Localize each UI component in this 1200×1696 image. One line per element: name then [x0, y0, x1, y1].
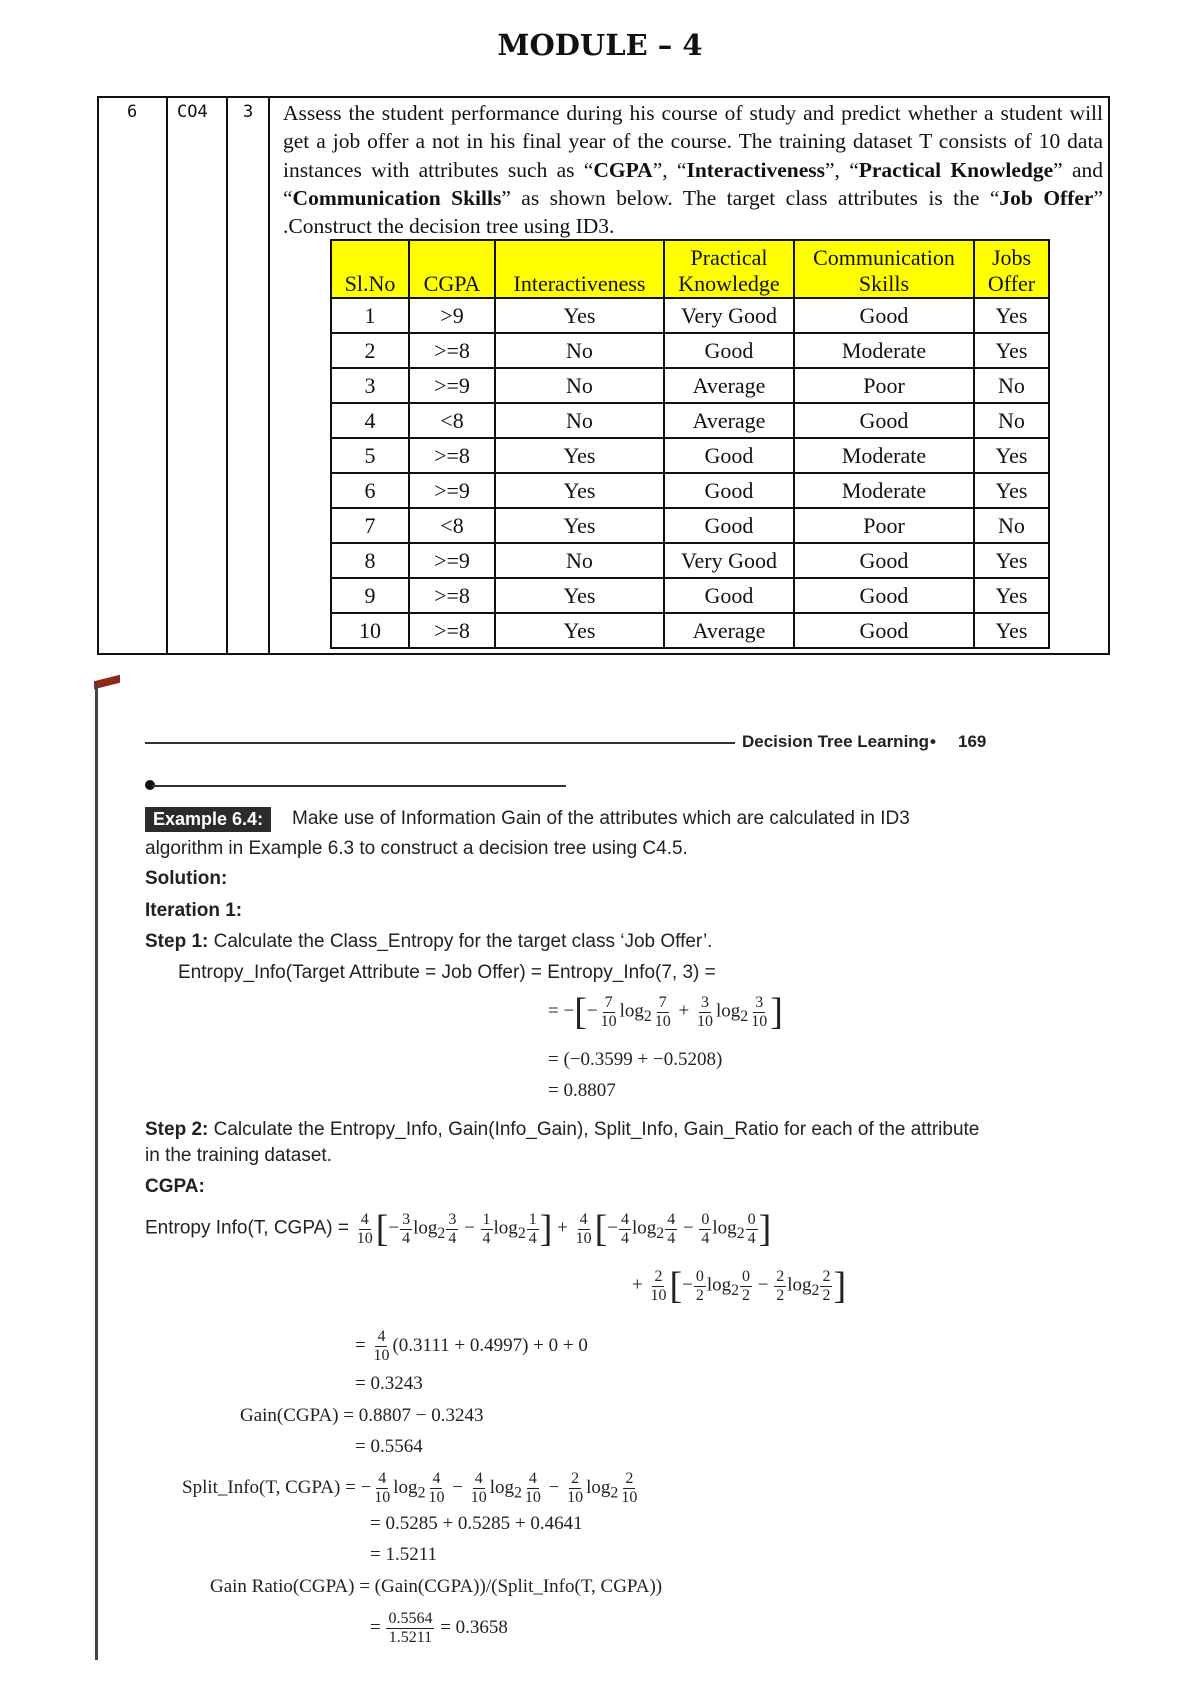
- column-divider: [268, 96, 270, 655]
- table-cell: No: [495, 403, 664, 438]
- table-cell: Yes: [495, 578, 664, 613]
- table-cell: >9: [409, 298, 495, 333]
- gain-cgpa-result: = 0.5564: [355, 1436, 423, 1457]
- table-cell: <8: [409, 508, 495, 543]
- table-row: [331, 613, 1049, 648]
- table-row: [331, 578, 1049, 613]
- solution-label: Solution:: [145, 868, 228, 889]
- split-info-formula: Split_Info(T, CGPA) = − $\frac{4}{10}$ $\log_2$ $\frac{4}{10}$ − $\frac{4}{10}$ $\log_2$ $\frac{4}{10}$ − $\frac{2}{10}$ $\log_2$ $\frac{2}{10}$: [182, 1470, 638, 1506]
- table-cell: Average: [664, 368, 794, 403]
- table-cell: >=9: [409, 368, 495, 403]
- table-cell: 5: [331, 438, 409, 473]
- running-head: Decision Tree Learning: [742, 732, 930, 751]
- step2: Step 2: Calculate the Entropy_Info, Gain(Info_Gain), Split_Info, Gain_Ratio for each of the attribute: [145, 1119, 980, 1140]
- table-cell: Good: [794, 543, 974, 578]
- step2-cont: in the training dataset.: [145, 1145, 332, 1166]
- header-interactiveness: Interactiveness: [495, 240, 664, 298]
- table-cell: No: [974, 403, 1049, 438]
- gain-ratio-line: Gain Ratio(CGPA) = (Gain(CGPA))/(Split_Info(T, CGPA)): [210, 1576, 663, 1597]
- question-marks: 3: [243, 102, 254, 122]
- table-cell: Very Good: [664, 543, 794, 578]
- table-cell: Average: [664, 403, 794, 438]
- table-cell: Poor: [794, 508, 974, 543]
- table-cell: 10: [331, 613, 409, 648]
- page-number: 169: [958, 732, 987, 751]
- table-cell: >=8: [409, 333, 495, 368]
- table-cell: No: [495, 368, 664, 403]
- table-row: [331, 403, 1049, 438]
- table-cell: Yes: [495, 613, 664, 648]
- header-cgpa: CGPA: [409, 240, 495, 298]
- table-cell: Good: [664, 473, 794, 508]
- split-info-result-2: = 1.5211: [370, 1544, 438, 1565]
- gain-cgpa: Gain(CGPA) = 0.8807 − 0.3243: [240, 1405, 484, 1426]
- table-row: [331, 333, 1049, 368]
- page-left-edge: [95, 684, 98, 1660]
- table-row: [331, 543, 1049, 578]
- table-cell: Good: [794, 298, 974, 333]
- table-cell: >=8: [409, 438, 495, 473]
- table-cell: Yes: [495, 438, 664, 473]
- table-cell: No: [495, 543, 664, 578]
- table-cell: Yes: [974, 298, 1049, 333]
- table-cell: Yes: [495, 473, 664, 508]
- table-cell: Good: [664, 578, 794, 613]
- split-info-result-1: = 0.5285 + 0.5285 + 0.4641: [370, 1513, 583, 1534]
- table-cell: Good: [664, 333, 794, 368]
- table-cell: Good: [664, 508, 794, 543]
- cgpa-entropy-result-2: = 0.3243: [355, 1373, 423, 1394]
- table-cell: 4: [331, 403, 409, 438]
- iteration-label: Iteration 1:: [145, 900, 243, 921]
- table-cell: Yes: [974, 578, 1049, 613]
- table-cell: Yes: [974, 438, 1049, 473]
- cgpa-entropy-result-1: = $\frac{4}{10}$ (0.3111 + 0.4997) + 0 + 0: [355, 1328, 588, 1364]
- table-cell: Yes: [974, 473, 1049, 508]
- table-cell: Moderate: [794, 473, 974, 508]
- table-cell: 9: [331, 578, 409, 613]
- table-cell: >=9: [409, 543, 495, 578]
- table-cell: Poor: [794, 368, 974, 403]
- header-rule: [145, 742, 735, 744]
- entropy-result-1: = (−0.3599 + −0.5208): [548, 1049, 723, 1070]
- step1: Step 1: Calculate the Class_Entropy for the target class ‘Job Offer’.: [145, 931, 713, 952]
- page-title: MODULE – 4: [497, 28, 703, 62]
- table-cell: Yes: [974, 613, 1049, 648]
- cgpa-entropy-label: Entropy Info(T, CGPA) =: [145, 1217, 349, 1239]
- table-cell: No: [974, 368, 1049, 403]
- table-cell: Good: [664, 438, 794, 473]
- table-cell: No: [495, 333, 664, 368]
- column-divider: [226, 96, 228, 655]
- question-text: Assess the student performance during his course of study and predict whether a student will get a job offer a not in his final year of the course. The training dataset T consists of 10 data instances with attributes such as “CGPA”, “Interactiveness”, “Practical Knowledge” and “Communication Skills” as shown below. The target class attributes is the “Job Offer” .Construct the decision tree using ID3.: [283, 101, 1104, 239]
- table-cell: 7: [331, 508, 409, 543]
- table-cell: 8: [331, 543, 409, 578]
- course-outcome: CO4: [177, 102, 208, 122]
- example-label: Example 6.4:: [145, 807, 271, 832]
- table-cell: No: [974, 508, 1049, 543]
- table-cell: Yes: [495, 508, 664, 543]
- table-cell: 6: [331, 473, 409, 508]
- table-cell: Good: [794, 578, 974, 613]
- table-row: [331, 298, 1049, 333]
- table-cell: Very Good: [664, 298, 794, 333]
- table-cell: 1: [331, 298, 409, 333]
- training-dataset-table: [330, 239, 1050, 649]
- table-cell: Good: [794, 613, 974, 648]
- table-cell: Yes: [495, 298, 664, 333]
- example-text-2: algorithm in Example 6.3 to construct a decision tree using C4.5.: [145, 838, 688, 859]
- header-communication-skills: Communication Skills: [794, 240, 974, 298]
- table-cell: Average: [664, 613, 794, 648]
- entropy-line: Entropy_Info(Target Attribute = Job Offer) = Entropy_Info(7, 3) =: [178, 962, 716, 983]
- table-cell: Good: [794, 403, 974, 438]
- table-cell: >=8: [409, 578, 495, 613]
- table-row: [331, 368, 1049, 403]
- header-jobs-offer: Jobs Offer: [974, 240, 1049, 298]
- entropy-result-2: = 0.8807: [548, 1080, 616, 1101]
- question-number: 6: [127, 102, 138, 122]
- bullet: •: [930, 732, 936, 751]
- table-header-row: [331, 240, 1049, 298]
- cgpa-entropy-formula-cont: + $\frac{2}{10}$ [− $\frac{0}{2}$ $\log_2$ $\frac{0}{2}$ − $\frac{2}{2}$ $\log_2$ $\frac{2}{2}$ ]: [632, 1265, 847, 1307]
- table-row: [331, 438, 1049, 473]
- entropy-formula: = −[− $\frac{7}{10}$ $\log_2$ $\frac{7}{10}$ + $\frac{3}{10}$ $\log_2$ $\frac{3}{10}$ ]: [548, 991, 783, 1033]
- table-cell: Yes: [974, 543, 1049, 578]
- table-row: [331, 473, 1049, 508]
- table-cell: >=8: [409, 613, 495, 648]
- cgpa-label: CGPA:: [145, 1176, 205, 1197]
- table-row: [331, 508, 1049, 543]
- column-divider: [166, 96, 168, 655]
- gain-ratio-result: = $\frac{0.5564}{1.5211}$ = 0.3658: [370, 1610, 508, 1646]
- table-cell: 2: [331, 333, 409, 368]
- header-slno: Sl.No: [331, 240, 409, 298]
- split-info-label: Split_Info(T, CGPA) =: [182, 1476, 356, 1498]
- cgpa-entropy-formula: Entropy Info(T, CGPA) = $\frac{4}{10}$ [− $\frac{3}{4}$ $\log_2$ $\frac{3}{4}$ − $\frac{1}{4}$ $\log_2$ $\frac{1}{4}$ ] + $\frac{4}{10}$ [− $\frac{4}{4}$ $\log_2$ $\frac{4}{4}$ − $\frac{0}{4}$ $\log_2$ $\frac{0}{4}$ ]: [145, 1208, 772, 1250]
- table-cell: >=9: [409, 473, 495, 508]
- table-cell: <8: [409, 403, 495, 438]
- table-cell: 3: [331, 368, 409, 403]
- table-cell: Moderate: [794, 438, 974, 473]
- section-rule: [152, 785, 566, 787]
- table-cell: Moderate: [794, 333, 974, 368]
- example-text-1: Make use of Information Gain of the attributes which are calculated in ID3: [292, 808, 910, 829]
- table-cell: Yes: [974, 333, 1049, 368]
- header-practical-knowledge: Practical Knowledge: [664, 240, 794, 298]
